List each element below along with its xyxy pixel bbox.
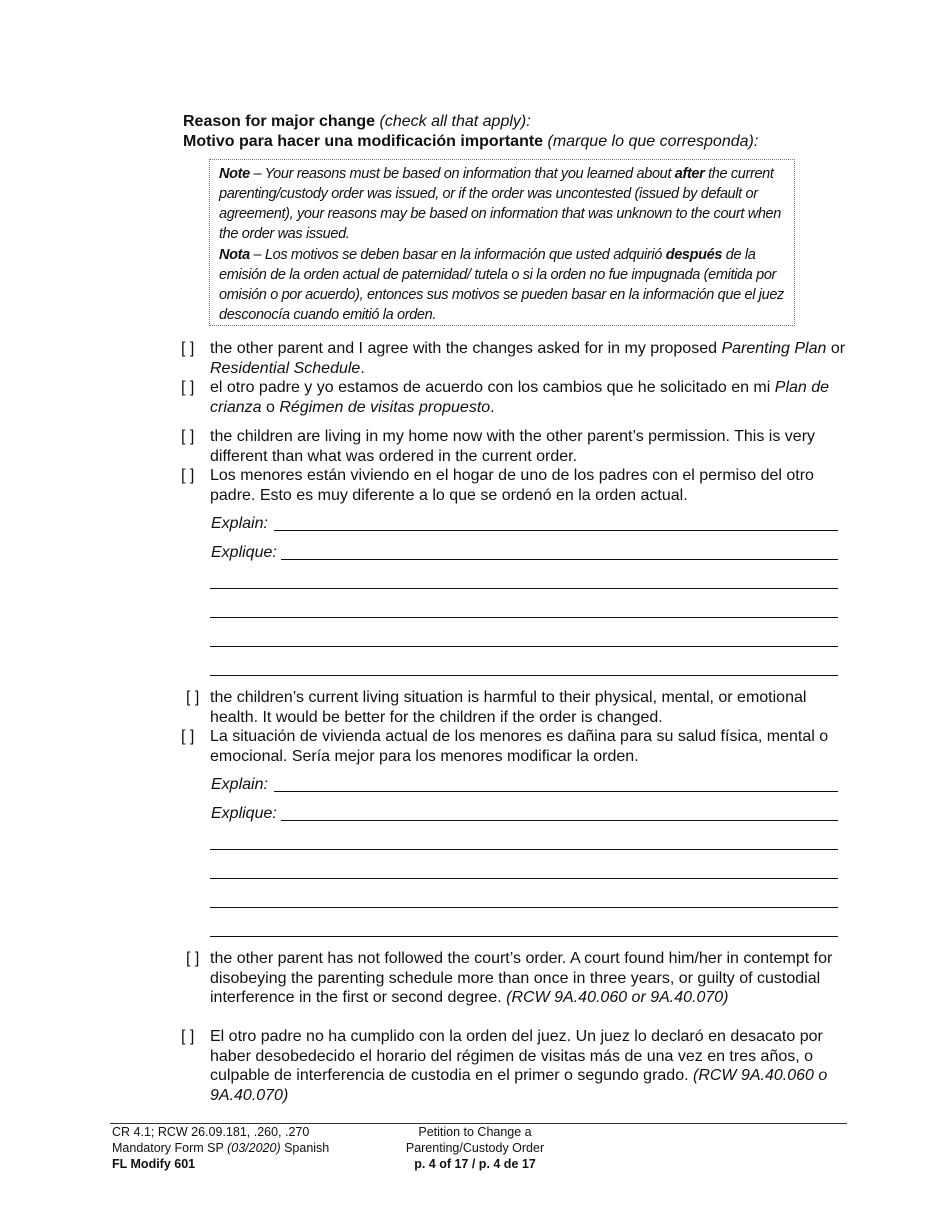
- answer-line[interactable]: [210, 646, 838, 647]
- heading-english: Reason for major change (check all that apply):: [183, 113, 531, 130]
- note-spanish: Nota – Los motivos se deben basar en la información que usted adquirió después de la emisión de la orden actual de paternidad/ tutela o si la orden no fue impugnada (emitida por omisión o por acuerdo), entonces sus motivos se pueden basar en la información que el juez desconocía cuando emitió la orden.: [219, 247, 784, 323]
- answer-line[interactable]: [210, 617, 838, 618]
- explain-label-2: Explain:: [211, 776, 268, 793]
- answer-line[interactable]: [210, 878, 838, 879]
- footer-center: Petition to Change a Parenting/Custody Order p. 4 of 17 / p. 4 de 17: [405, 1125, 545, 1171]
- checkbox-harmful-es[interactable]: [ ]: [181, 728, 195, 745]
- checkbox-contempt-en[interactable]: [ ]: [186, 950, 200, 967]
- answer-line[interactable]: [210, 588, 838, 589]
- option-agree-english: the other parent and I agree with the changes asked for in my proposed Parenting Plan or Residential Schedule.: [210, 340, 846, 377]
- explique-line-2[interactable]: [281, 820, 838, 821]
- explain-line-2[interactable]: [274, 791, 838, 792]
- explain-label-1: Explain:: [211, 515, 268, 532]
- note-english: Note – Your reasons must be based on information that you learned about after the current parenting/custody order was issued, or if the order was uncontested (issued by default or agreement), your reasons may be based on information that was unknown to the court when the order was issued.: [219, 166, 781, 242]
- checkbox-living-es[interactable]: [ ]: [181, 467, 195, 484]
- explique-label-1: Explique:: [211, 544, 277, 561]
- option-harmful-english: the children’s current living situation is harmful to their physical, mental, or emotional health. It would be better for the children if the order is changed.: [210, 689, 807, 726]
- explique-label-2: Explique:: [211, 805, 277, 822]
- option-living-english: the children are living in my home now with the other parent’s permission. This is very different than what was ordered in the current order.: [210, 428, 816, 465]
- checkbox-agree-en[interactable]: [ ]: [181, 340, 195, 357]
- checkbox-living-en[interactable]: [ ]: [181, 428, 195, 445]
- answer-line[interactable]: [210, 675, 838, 676]
- answer-line[interactable]: [210, 936, 838, 937]
- footer-left: CR 4.1; RCW 26.09.181, .260, .270 Mandatory Form SP (03/2020) Spanish FL Modify 601: [112, 1125, 330, 1171]
- explain-line-1[interactable]: [274, 530, 838, 531]
- option-contempt-spanish: El otro padre no ha cumplido con la orden del juez. Un juez lo declaró en desacato por haber desobedecido el horario del régimen de visitas más de una vez en tres años, o culpable de interferencia de custodia en el primer o segundo grado. (RCW 9A.40.060 o 9A.40.070): [210, 1028, 828, 1104]
- note-box: [209, 159, 795, 326]
- option-harmful-spanish: La situación de vivienda actual de los menores es dañina para su salud física, mental o emocional. Sería mejor para los menores modificar la orden.: [210, 728, 829, 765]
- answer-line[interactable]: [210, 849, 838, 850]
- heading-spanish: Motivo para hacer una modificación importante (marque lo que corresponda):: [183, 133, 759, 150]
- answer-line[interactable]: [210, 907, 838, 908]
- checkbox-contempt-es[interactable]: [ ]: [181, 1028, 195, 1045]
- page-number: p. 4 of 17 / p. 4 de 17: [414, 1157, 536, 1171]
- option-agree-spanish: el otro padre y yo estamos de acuerdo con los cambios que he solicitado en mi Plan de crianza o Régimen de visitas propuesto.: [210, 379, 830, 416]
- checkbox-agree-es[interactable]: [ ]: [181, 379, 195, 396]
- explique-line-1[interactable]: [281, 559, 838, 560]
- checkbox-harmful-en[interactable]: [ ]: [186, 689, 200, 706]
- section-heading: [183, 112, 758, 152]
- option-contempt-english: the other parent has not followed the court’s order. A court found him/her in contempt for disobeying the parenting schedule more than once in three years, or guilty of custodial interference in the first or second degree. (RCW 9A.40.060 or 9A.40.070): [210, 950, 833, 1006]
- option-living-spanish: Los menores están viviendo en el hogar de uno de los padres con el permiso del otro padre. Esto es muy diferente a lo que se ordenó en la orden actual.: [210, 467, 814, 504]
